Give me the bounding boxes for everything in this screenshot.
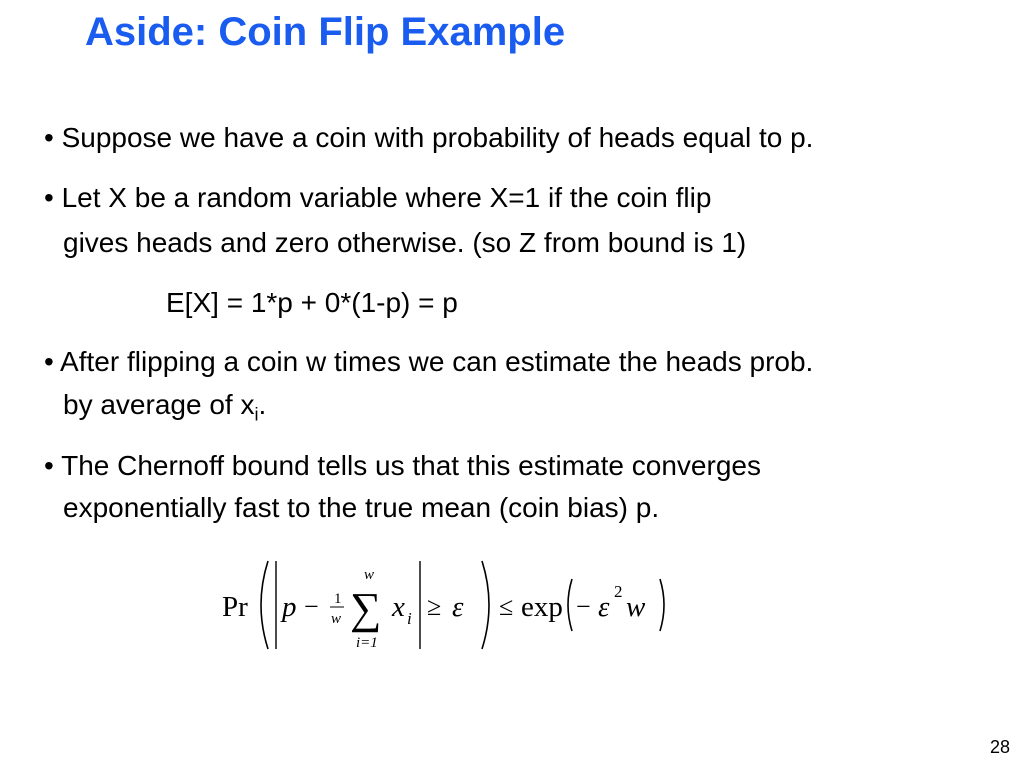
sum-symbol: ∑ [350,584,382,633]
bullet-3-suffix: . [258,389,267,420]
bullet-2 [44,184,711,212]
subscript-i: i [254,404,259,425]
bullet-4-line-2: exponentially fast to the true mean (coin bias) p. [63,492,660,523]
expectation-equation: E[X] = 1*p + 0*(1-p) = p [166,287,458,318]
bullet-1-line-1: Suppose we have a coin with probability of heads equal to p. [61,122,814,153]
slide-title: Aside: Coin Flip Example [85,10,566,54]
bullet-3 [44,348,813,376]
left-paren [261,561,268,649]
bullet-3-line-2-text: by average of x [63,389,255,420]
bullet-marker: • [44,122,54,153]
chernoff-formula [220,555,680,655]
formula-pr: Pr [222,591,248,623]
formula-w: w [626,591,646,623]
formula-x: x [392,591,405,623]
exp-left-paren [568,579,572,631]
bullet-marker: • [44,182,54,213]
bullet-3-line-2 [63,391,266,424]
formula-p: p [282,591,297,623]
right-paren [482,561,489,649]
bullet-1 [44,124,813,152]
bullet-4-line-1: The Chernoff bound tells us that this estimate converges [61,450,761,481]
bullet-3-line-1: After flipping a coin w times we can estimate the heads prob. [60,346,814,377]
formula-minus: − [304,592,319,621]
bullet-2-line-1: Let X be a random variable where X=1 if the coin flip [61,182,712,213]
page-number: 28 [989,737,1010,757]
formula-x-subscript: i [407,609,412,628]
formula-epsilon-2: ε [598,591,610,623]
sum-upper-limit: w [364,567,375,583]
sum-lower-limit: i=1 [356,635,378,651]
formula-exp: exp [521,591,563,623]
bullet-4 [44,452,761,480]
formula-geq: ≥ [427,592,442,621]
formula-neg: − [576,592,591,621]
formula-square: 2 [614,582,623,601]
bullet-marker: • [44,346,54,377]
formula-epsilon: ε [452,591,464,623]
exp-right-paren [660,579,664,631]
fraction-numerator: 1 [334,591,342,607]
bullet-2-line-2: gives heads and zero otherwise. (so Z from bound is 1) [63,227,747,258]
formula-leq: ≤ [499,592,514,621]
fraction-denominator: w [331,611,342,627]
bullet-marker: • [44,450,54,481]
